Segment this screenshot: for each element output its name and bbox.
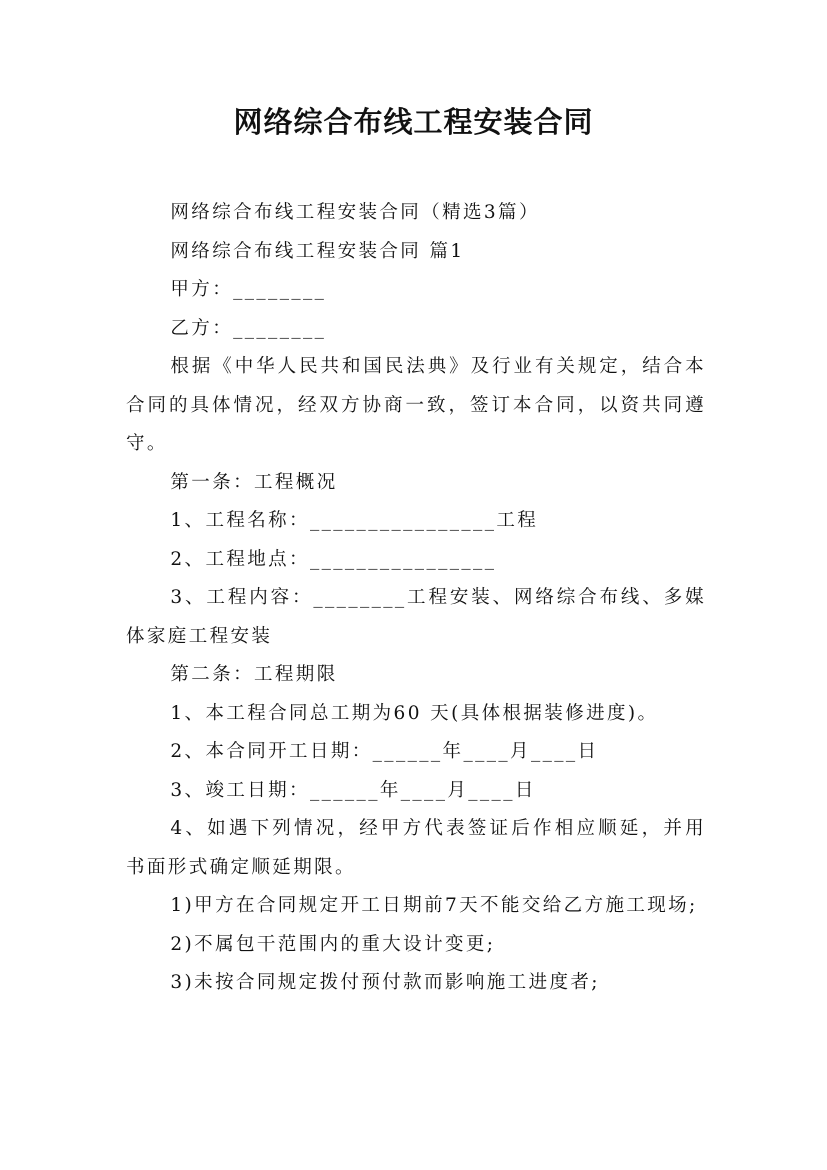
project-name-line: 1、工程名称：________________工程: [170, 510, 539, 531]
paragraph-preamble: 根据《中华人民共和国民法典》及行业有关规定，结合本合同的具体情况，经双方协商一致，签订本合同，以资共同遵守。: [126, 356, 706, 454]
document-title: 网络综合布线工程安装合同: [233, 105, 594, 139]
start-date-line: 2、本合同开工日期：______年____月____日: [170, 741, 599, 762]
party-a-line: 甲方：________: [170, 279, 327, 300]
paragraph-section-heading: 网络综合布线工程安装合同 篇1: [170, 240, 465, 262]
extension-item-1: 1)甲方在合同规定开工日期前7天不能交给乙方施工现场;: [170, 895, 698, 916]
completion-date-line: 3、竣工日期：______年____月____日: [170, 779, 536, 801]
project-content-line: 3、工程内容：________工程安装、网络综合布线、多媒体家庭工程安装: [126, 587, 706, 647]
paragraph-subtitle: 网络综合布线工程安装合同（精选3篇）: [170, 202, 540, 223]
extension-item-3: 3)未按合同规定拨付预付款而影响施工进度者;: [170, 972, 600, 993]
extension-item-2: 2)不属包干范围内的重大设计变更;: [170, 933, 496, 955]
duration-line: 1、本工程合同总工期为60 天(具体根据装修进度)。: [170, 702, 659, 724]
extension-clause: 4、如遇下列情况，经甲方代表签证后作相应顺延，并用书面形式确定顺延期限。: [126, 818, 706, 878]
document-body: [126, 194, 706, 1003]
article-2-heading: 第二条：工程期限: [170, 664, 338, 685]
article-1-heading: 第一条：工程概况: [170, 471, 338, 493]
party-b-line: 乙方：________: [170, 317, 327, 339]
project-location-line: 2、工程地点：________________: [170, 548, 497, 570]
